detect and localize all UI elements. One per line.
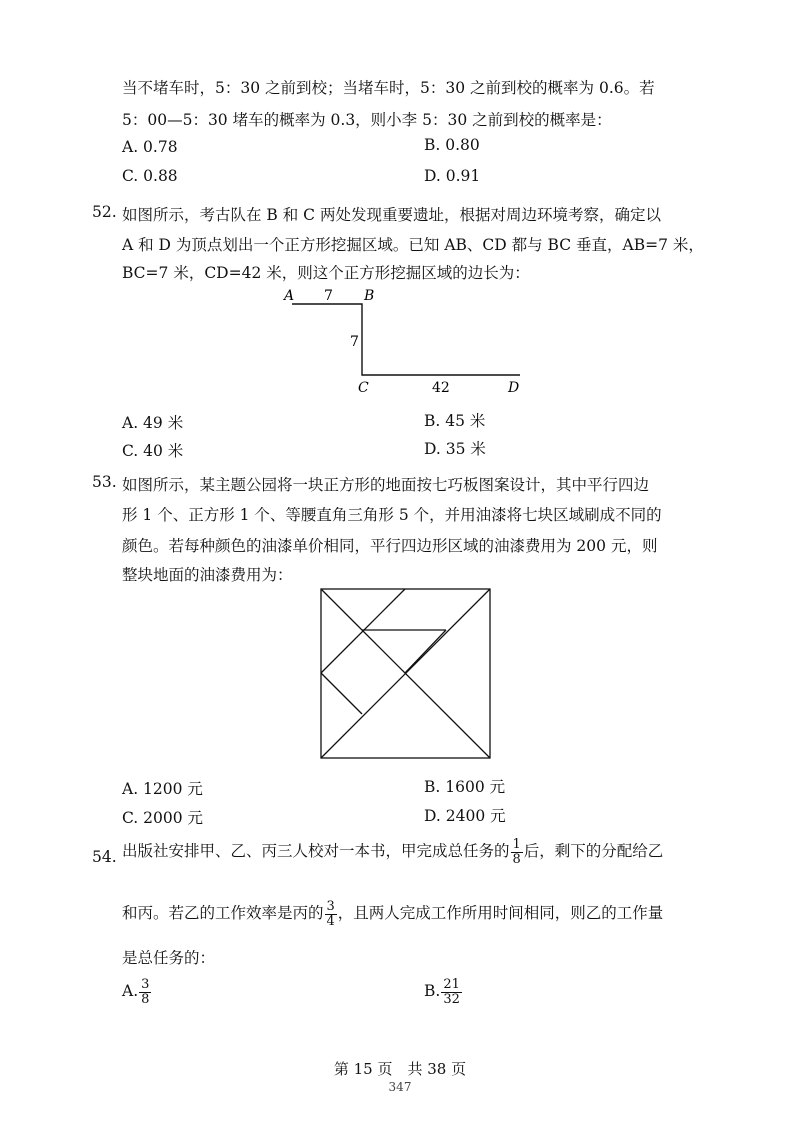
page-number: 347 (388, 1080, 412, 1094)
q52-label-bc: 7 (350, 334, 359, 350)
q52-label-ab: 7 (324, 288, 333, 304)
q52-label-cd: 42 (432, 380, 450, 396)
q52-line1: 如图所示，考古队在 B 和 C 两处发现重要遗址，根据对周边环境考察，确定以 (122, 206, 661, 224)
q52-label-a: A (284, 288, 295, 304)
q54-line1 (122, 838, 663, 866)
q54-option-a-label: A. (122, 982, 139, 1001)
q54-option-a-fraction: $\frac{3}{8}$ (141, 977, 150, 1007)
q52-label-b: B (364, 288, 375, 304)
tangram-square-edge (321, 673, 362, 714)
q53-line3: 颜色。若每种颜色的油漆单价相同，平行四边形区域的油漆费用为 200 元，则 (122, 537, 658, 555)
q54-option-b-fraction: $\frac{21}{32}$ (443, 977, 460, 1007)
q54-line2 (122, 900, 663, 928)
q54-line2-b: ，且两人完成工作所用时间相同，则乙的工作量 (337, 904, 664, 923)
q52-option-c: C. 40 米 (122, 442, 184, 460)
page-footer-info: 第 15 页 共 38 页 (333, 1060, 467, 1078)
q54-fraction-2: $\frac{3}{4}$ (326, 899, 335, 929)
q53-option-c: C. 2000 元 (122, 809, 204, 827)
q52-label-d: D (508, 380, 520, 396)
q52-number: 52. (92, 203, 117, 221)
q54-option-a (122, 978, 152, 1006)
q52-line2: A 和 D 为顶点划出一个正方形挖掘区域。已知 AB、CD 都与 BC 垂直，AB=7 米， (122, 236, 704, 254)
q51-option-d: D. 0.91 (424, 167, 481, 185)
q51-line1: 当不堵车时，5：30 之前到校；当堵车时，5：30 之前到校的概率为 0.6。若 (122, 79, 655, 97)
q51-line2: 5：00—5：30 堵车的概率为 0.3，则小李 5：30 之前到校的概率是： (122, 111, 612, 129)
q53-option-b: B. 1600 元 (424, 778, 506, 796)
q52-figure (270, 282, 540, 397)
q52-option-a: A. 49 米 (122, 414, 184, 432)
q52-option-d: D. 35 米 (424, 440, 486, 458)
q51-option-a: A. 0.78 (122, 138, 178, 156)
q52-figure-path (292, 304, 520, 375)
q54-option-b (424, 978, 463, 1006)
q53-number: 53. (92, 473, 117, 491)
q51-option-c: C. 0.88 (122, 167, 178, 185)
q53-line4: 整块地面的油漆费用为： (122, 566, 293, 584)
q52-label-c: C (358, 380, 369, 396)
q53-line1: 如图所示，某主题公园将一块正方形的地面按七巧板图案设计，其中平行四边 (122, 476, 650, 494)
tangram-parallelogram-right (405, 630, 446, 673)
q54-line1-b: 后，剩下的分配给乙 (523, 842, 664, 861)
q51-option-b: B. 0.80 (424, 136, 480, 154)
q53-line2: 形 1 个、正方形 1 个、等腰直角三角形 5 个，并用油漆将七块区域刷成不同的 (122, 506, 662, 524)
q54-option-b-label: B. (424, 982, 441, 1001)
q54-fraction-1: $\frac{1}{8}$ (512, 837, 521, 867)
q53-option-d: D. 2400 元 (424, 807, 506, 825)
q53-tangram-figure (318, 586, 494, 762)
q54-line1-a: 出版社安排甲、乙、丙三人校对一本书，甲完成总任务的 (122, 842, 510, 861)
q54-number: 54. (92, 848, 117, 866)
q54-line2-a: 和丙。若乙的工作效率是丙的 (122, 904, 324, 923)
q53-option-a: A. 1200 元 (122, 780, 203, 798)
q52-option-b: B. 45 米 (424, 412, 486, 430)
q52-line3: BC=7 米，CD=42 米，则这个正方形挖掘区域的边长为： (122, 264, 530, 282)
q54-line3: 是总任务的： (122, 949, 216, 967)
